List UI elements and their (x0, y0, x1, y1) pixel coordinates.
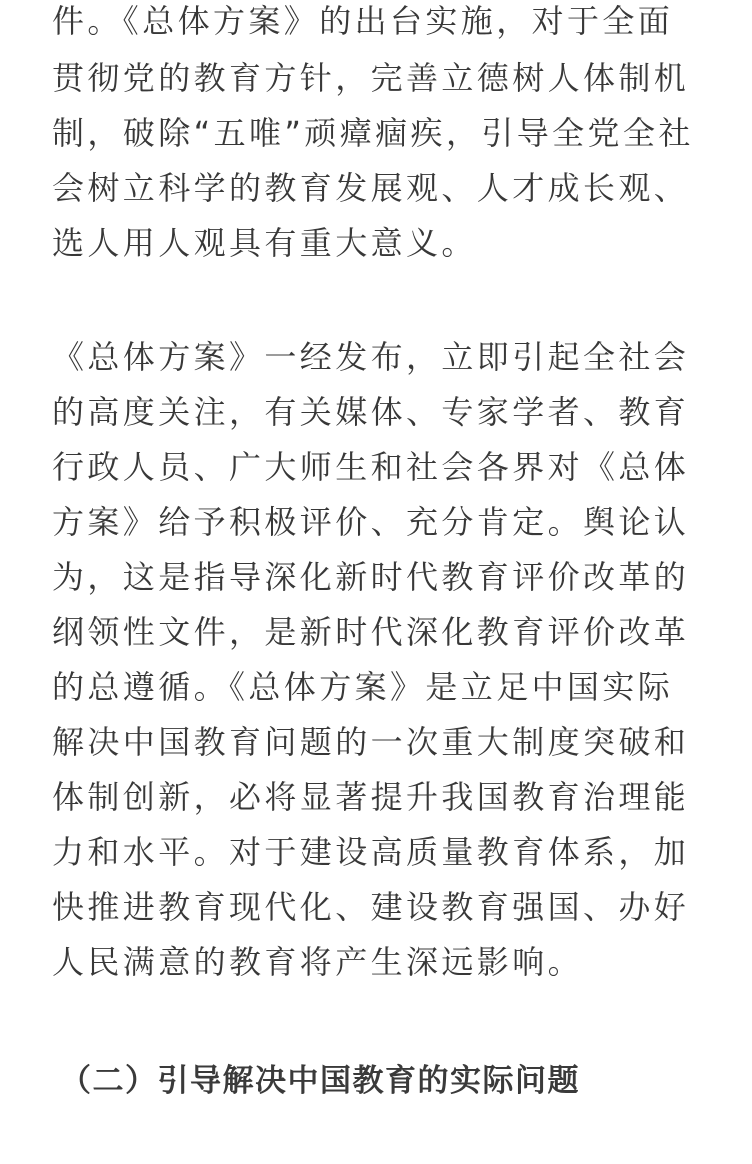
paragraph-line: 解决中国教育问题的一次重大制度突破和 (52, 723, 690, 761)
paragraph-line: 快推进教育现代化、建设教育强国、办好 (52, 888, 690, 926)
paragraph-line: 人民满意的教育将产生深远影响。 (52, 943, 584, 981)
paragraph-line: 行政人员、广大师生和社会各界对《总体 (52, 448, 690, 486)
paragraph-line: 选人用人观具有重大意义。 (52, 224, 477, 262)
paragraph-line: 的总遵循。《总体方案》是立足中国实际 (52, 668, 674, 706)
paragraph-line: 体制创新，必将显著提升我国教育治理能 (52, 778, 690, 816)
paragraph-line: 的高度关注，有关媒体、专家学者、教育 (52, 393, 690, 431)
paragraph-line: 会树立科学的教育发展观、人才成长观、 (52, 169, 690, 207)
paragraph-line: 制，破除“五唯”顽瘴痼疾，引导全党全社 (52, 114, 694, 152)
paragraph-line: 《总体方案》一经发布，立即引起全社会 (52, 338, 690, 376)
paragraph-line: 力和水平。对于建设高质量教育体系，加 (52, 833, 690, 871)
section-heading: （二）引导解决中国教育的实际问题 (60, 1063, 580, 1099)
paragraph-line: 件。《总体方案》的出台实施，对于全面 (52, 2, 674, 40)
paragraph-line: 贯彻党的教育方针，完善立德树人体制机 (52, 59, 690, 97)
paragraph-line: 纲领性文件，是新时代深化教育评价改革 (52, 613, 690, 651)
paragraph-line: 方案》给予积极评价、充分肯定。舆论认 (52, 503, 690, 541)
paragraph-line: 为，这是指导深化新时代教育评价改革的 (52, 558, 690, 596)
